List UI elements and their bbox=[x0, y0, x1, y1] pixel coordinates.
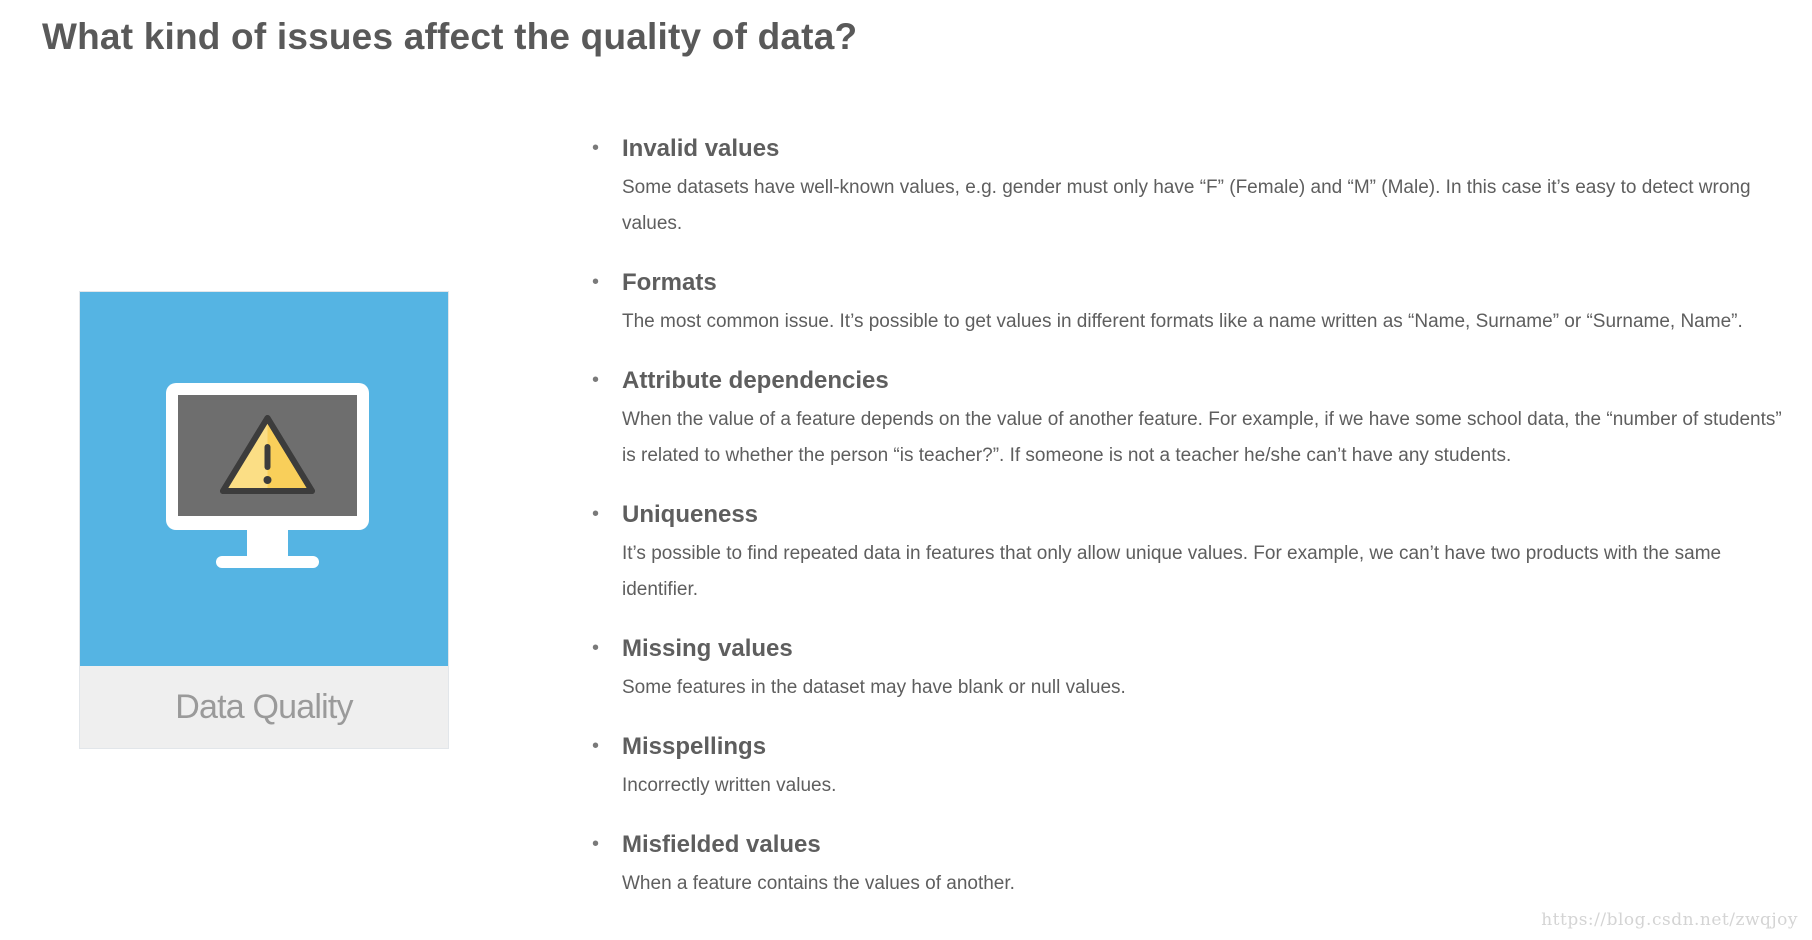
issue-description: It’s possible to find repeated data in features that only allow unique values. For example, we can’t have two products with the same identifier. bbox=[622, 543, 1722, 600]
issue-title: Attribute dependencies bbox=[622, 367, 889, 394]
list-item-formats bbox=[592, 268, 1792, 340]
list-item-misspellings bbox=[592, 732, 1792, 804]
card-label: Data Quality bbox=[175, 687, 353, 726]
watermark-url: https://blog.csdn.net/zwqjoy bbox=[1541, 910, 1798, 930]
list-item-uniqueness bbox=[592, 500, 1792, 608]
issues-list bbox=[592, 134, 1792, 928]
bullet-icon: • bbox=[592, 503, 600, 525]
issue-title: Missing values bbox=[622, 635, 793, 662]
list-item-attribute-dependencies bbox=[592, 366, 1792, 474]
issue-title: Misfielded values bbox=[622, 831, 821, 858]
bullet-icon: • bbox=[592, 137, 600, 159]
list-item-missing-values bbox=[592, 634, 1792, 706]
bullet-icon: • bbox=[592, 369, 600, 391]
bullet-icon: • bbox=[592, 833, 600, 855]
issue-description: Some features in the dataset may have blank or null values. bbox=[622, 677, 1126, 698]
bullet-icon: • bbox=[592, 735, 600, 757]
list-item-misfielded-values bbox=[592, 830, 1792, 902]
monitor-stand bbox=[247, 530, 288, 560]
page-title: What kind of issues affect the quality of data? bbox=[42, 16, 858, 57]
card-illustration bbox=[80, 292, 448, 666]
monitor-base bbox=[216, 556, 319, 568]
issue-title: Uniqueness bbox=[622, 501, 759, 528]
issue-description: Incorrectly written values. bbox=[622, 775, 837, 796]
issue-description: When a feature contains the values of another. bbox=[622, 873, 1015, 894]
bullet-icon: • bbox=[592, 637, 600, 659]
monitor-warning-icon bbox=[80, 292, 448, 666]
issue-title: Invalid values bbox=[622, 135, 780, 162]
bullet-icon: • bbox=[592, 271, 600, 293]
issue-description: The most common issue. It’s possible to get values in different formats like a name written as “Name, Surname” or “Surname, Name”. bbox=[622, 311, 1743, 332]
issue-title: Misspellings bbox=[622, 733, 767, 760]
issue-description: When the value of a feature depends on the value of another feature. For example, if we have some school data, the “number of students” is related to whether the person “is teacher?”. If someone is not a teacher he/she can’t have any students. bbox=[622, 409, 1782, 466]
issue-description: Some datasets have well-known values, e.g. gender must only have “F” (Female) and “M” (Male). In this case it’s easy to detect wrong values. bbox=[622, 177, 1751, 234]
list-item-invalid-values bbox=[592, 134, 1792, 242]
data-quality-card bbox=[79, 291, 449, 749]
issue-title: Formats bbox=[622, 269, 717, 296]
